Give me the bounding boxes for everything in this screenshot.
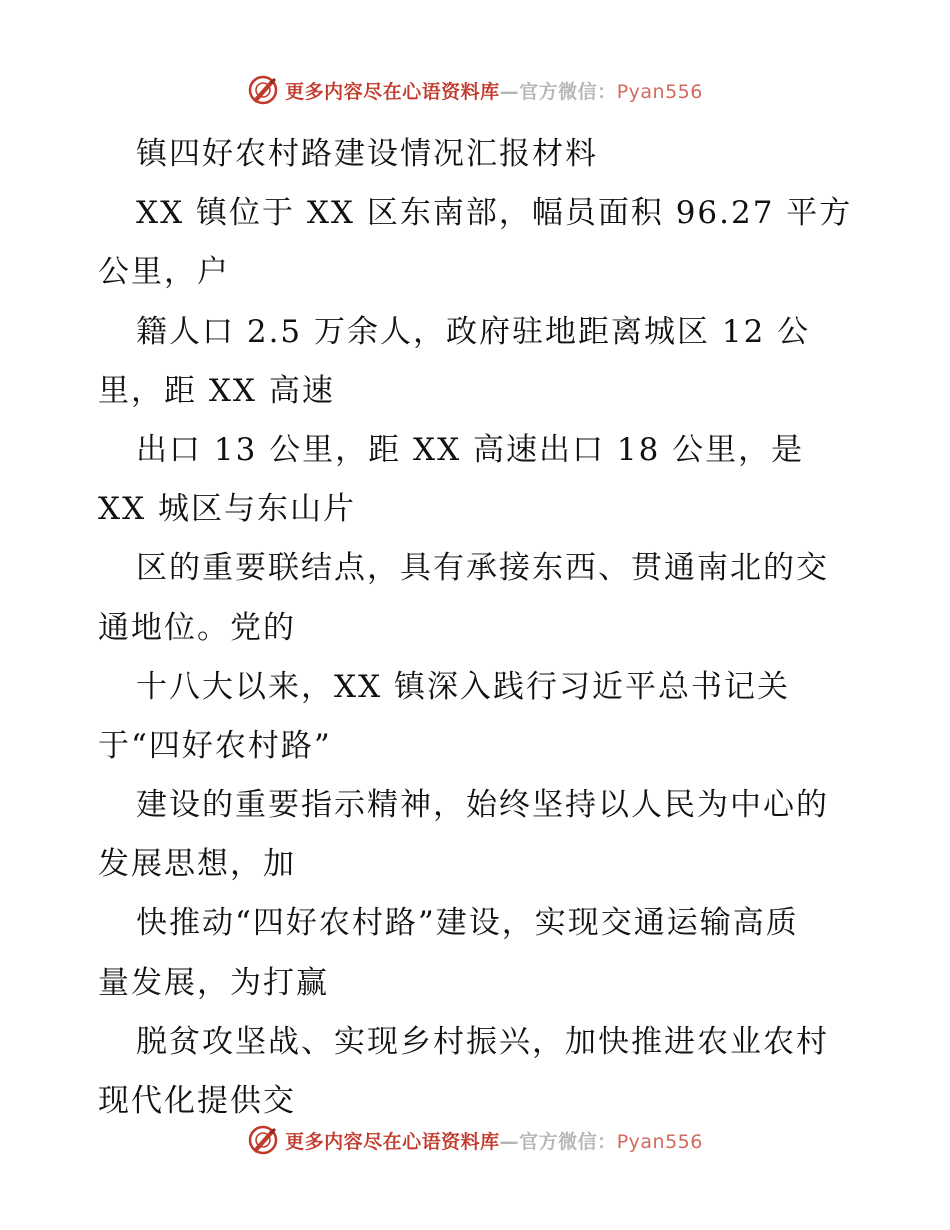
document-line: 籍人口 2.5 万余人，政府驻地距离城区 12 公 bbox=[136, 313, 811, 350]
document-line: 于“四好农村路” bbox=[98, 727, 332, 764]
document-line: 快推动“四好农村路”建设，实现交通运输高质 bbox=[136, 905, 799, 942]
document-line: 量发展，为打赢 bbox=[98, 964, 329, 1001]
header-banner bbox=[0, 70, 950, 110]
document-line: 十八大以来，XX 镇深入践行习近平总书记关 bbox=[136, 668, 790, 705]
footer-banner-text: 更多内容尽在心语资料库 bbox=[285, 1130, 500, 1153]
header-banner-separator: —官方微信： bbox=[499, 80, 617, 103]
footer-banner-wechat-id: Pyan556 bbox=[616, 1130, 703, 1153]
header-banner-text: 更多内容尽在心语资料库 bbox=[285, 80, 500, 103]
footer-banner bbox=[0, 1120, 950, 1160]
document-body bbox=[98, 125, 868, 1131]
pen-logo-icon bbox=[247, 74, 279, 106]
pen-logo-icon bbox=[247, 1124, 279, 1156]
document-line: 镇四好农村路建设情况汇报材料 bbox=[136, 136, 598, 172]
document-line: XX 城区与东山片 bbox=[98, 491, 356, 528]
document-line: 公里，户 bbox=[98, 254, 230, 291]
document-line: 出口 13 公里，距 XX 高速出口 18 公里，是 bbox=[136, 431, 805, 468]
document-line: 现代化提供交 bbox=[98, 1083, 296, 1119]
document-line: 脱贫攻坚战、实现乡村振兴，加快推进农业农村 bbox=[136, 1023, 829, 1060]
document-line: XX 镇位于 XX 区东南部，幅员面积 96.27 平方 bbox=[136, 195, 853, 232]
document-line: 里，距 XX 高速 bbox=[98, 372, 335, 409]
document-line: 建设的重要指示精神，始终坚持以人民为中心的 bbox=[136, 787, 829, 824]
document-line: 区的重要联结点，具有承接东西、贯通南北的交 bbox=[136, 550, 829, 587]
header-banner-wechat-id: Pyan556 bbox=[616, 80, 703, 103]
document-line: 通地位。党的 bbox=[98, 609, 296, 646]
footer-banner-separator: —官方微信： bbox=[499, 1130, 617, 1153]
document-line: 发展思想，加 bbox=[98, 846, 296, 883]
